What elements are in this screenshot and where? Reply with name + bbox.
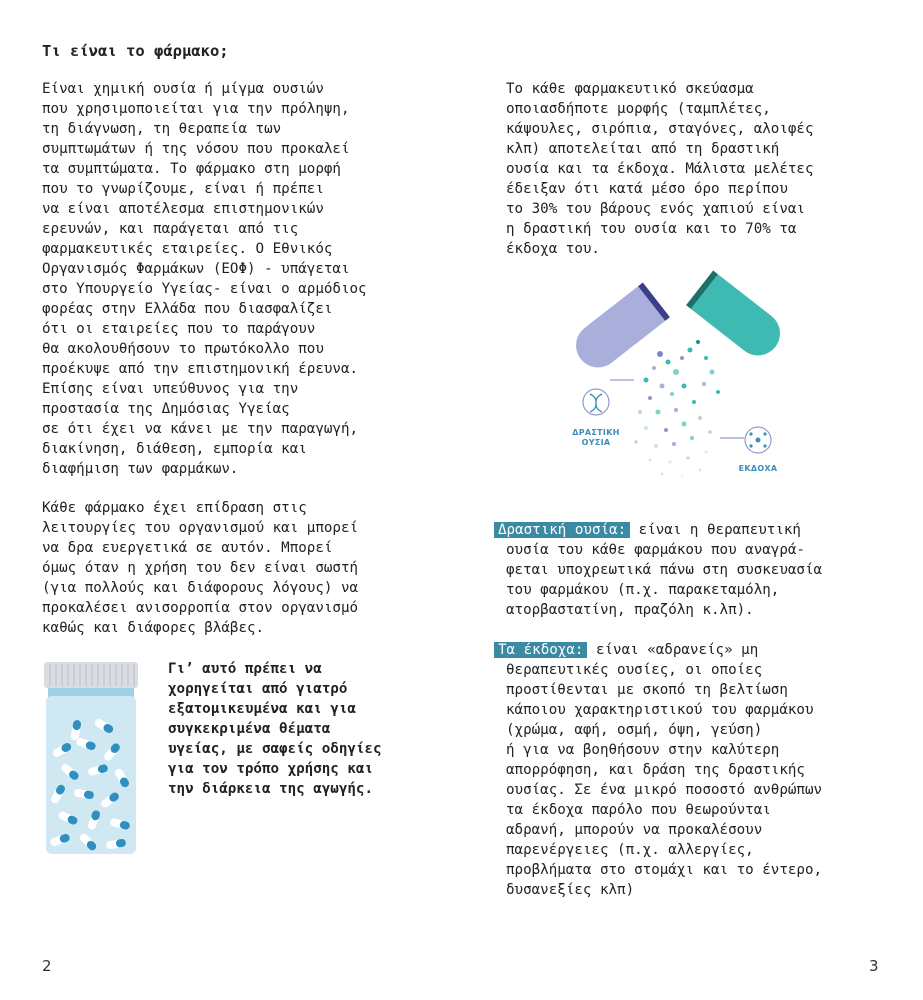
page-title: Τι είναι το φάρμακο; — [42, 42, 229, 60]
active-substance-tag: Δραστική ουσία: — [494, 522, 630, 538]
capsule-teal-half — [686, 270, 789, 364]
active-substance-text-first: είναι η θεραπευτική — [630, 522, 801, 538]
capsule-illustration — [550, 262, 870, 492]
capsule-purple-half — [567, 282, 670, 376]
particles — [634, 340, 720, 477]
excipient-definition — [494, 640, 822, 900]
active-substance-label-2: ΟΥΣΙΑ — [581, 438, 611, 447]
composition-paragraph: Το κάθε φαρμακευτικό σκεύασμα οποιασδήποτε μορφής (ταμπλέτες, κάψουλες, σιρόπια, σταγόνες, αλοιφές κλπ) αποτελείται από τη δραστική ουσία και τα έκδοχα. Μάλιστα μελέτες έδειξαν ότι κατά μέσο όρο περίπου το 30% του βάρους ενός χαπιού είναι η δραστική του ουσία και το 70% τα έκδοχα του. — [506, 81, 814, 257]
excipient-tag: Τα έκδοχα: — [494, 642, 587, 658]
active-substance-marker — [572, 380, 634, 447]
prescription-note: Γι’ αυτό πρέπει να χορηγείται από γιατρό εξατομικευμένα και για συγκεκριμένα θέματα υγείας, με σαφείς οδηγίες για τον τρόπο χρήσης και την διάρκεια της αγωγής. — [168, 661, 382, 797]
intro-paragraph: Είναι χημική ουσία ή μίγμα ουσιών που χρησιμοποιείται για την πρόληψη, τη διάγνωση, τη θεραπεία των συμπτωμάτων ή της νόσου που προκαλεί τα συμπτώματα. Το φάρμακο στη μορφή που το γνωρίζουμε, είναι ή πρέπει να είναι αποτέλεσμα επιστημονικών ερευνών, και παράγεται από τις φαρμακευτικές εταιρείες. Ο Εθνικός Οργανισμός Φαρμάκων (ΕΟΦ) - υπάγεται στο Υπουργείο Υγείας- είναι ο αρμόδιος φορέας στην Ελλάδα που διασφαλίζει ότι οι εταιρείες που το παράγουν θα ακολουθήσουν το πρωτόκολλο που προέκυψε από την επιστημονική έρευνα. Επίσης είναι υπεύθυνος για την προστασία της Δημόσιας Υγείας σε ότι έχει να κάνει με την παραγωγή, διακίνηση, διάθεση, εμπορία και διαφήμιση των φαρμάκων. — [42, 81, 367, 477]
effects-paragraph: Κάθε φάρμακο έχει επίδραση στις λειτουργίες του οργανισμού και μπορεί να δρα ευεργετικά σε αυτόν. Μπορεί όμως όταν η χρήση του δεν είναι σωστή (για πολλούς και διάφορους λόγους) να προκαλέσει ανισορροπία στον οργανισμό καθώς και διάφορες βλάβες. — [42, 500, 359, 636]
excipient-text-first: είναι «αδρανείς» μη — [587, 642, 759, 658]
active-substance-text: ουσία του κάθε φαρμάκου που αναγρά- φεται υποχρεωτικά πάνω στη συσκευασία του φαρμάκου (π.χ. παρακεταμόλη, ατορβαστατίνη, πραζόλη κ.λπ). — [506, 542, 823, 618]
bottle-cap — [44, 662, 138, 688]
active-substance-definition — [494, 520, 822, 620]
excipient-marker — [720, 427, 778, 473]
active-substance-label: ΔΡΑΣΤΙΚΗ — [572, 428, 620, 437]
page-number-left: 2 — [42, 957, 52, 975]
page-number-right: 3 — [869, 957, 879, 975]
excipient-label: ΕΚΔΟΧΑ — [738, 464, 778, 473]
pill-bottle-illustration — [42, 660, 140, 856]
excipient-text: θεραπευτικές ουσίες, οι οποίες προστίθενται με σκοπό τη βελτίωση κάποιου χαρακτηριστικού του φαρμάκου (χρώμα, αφή, οσμή, όψη, γεύση) ή για να βοηθήσουν στην καλύτερη απορρόφηση, και δράση της δραστικής ουσίας. Σε ένα μικρό ποσοστό ανθρώπων τα έκδοχα παρόλο που θεωρούνται αδρανή, μπορούν να προκαλέσουν παρενέργειες (π.χ. αλλεργίες, προβλήματα στο στομάχι και το έντερο, δυσανεξίες κλπ) — [506, 662, 823, 898]
